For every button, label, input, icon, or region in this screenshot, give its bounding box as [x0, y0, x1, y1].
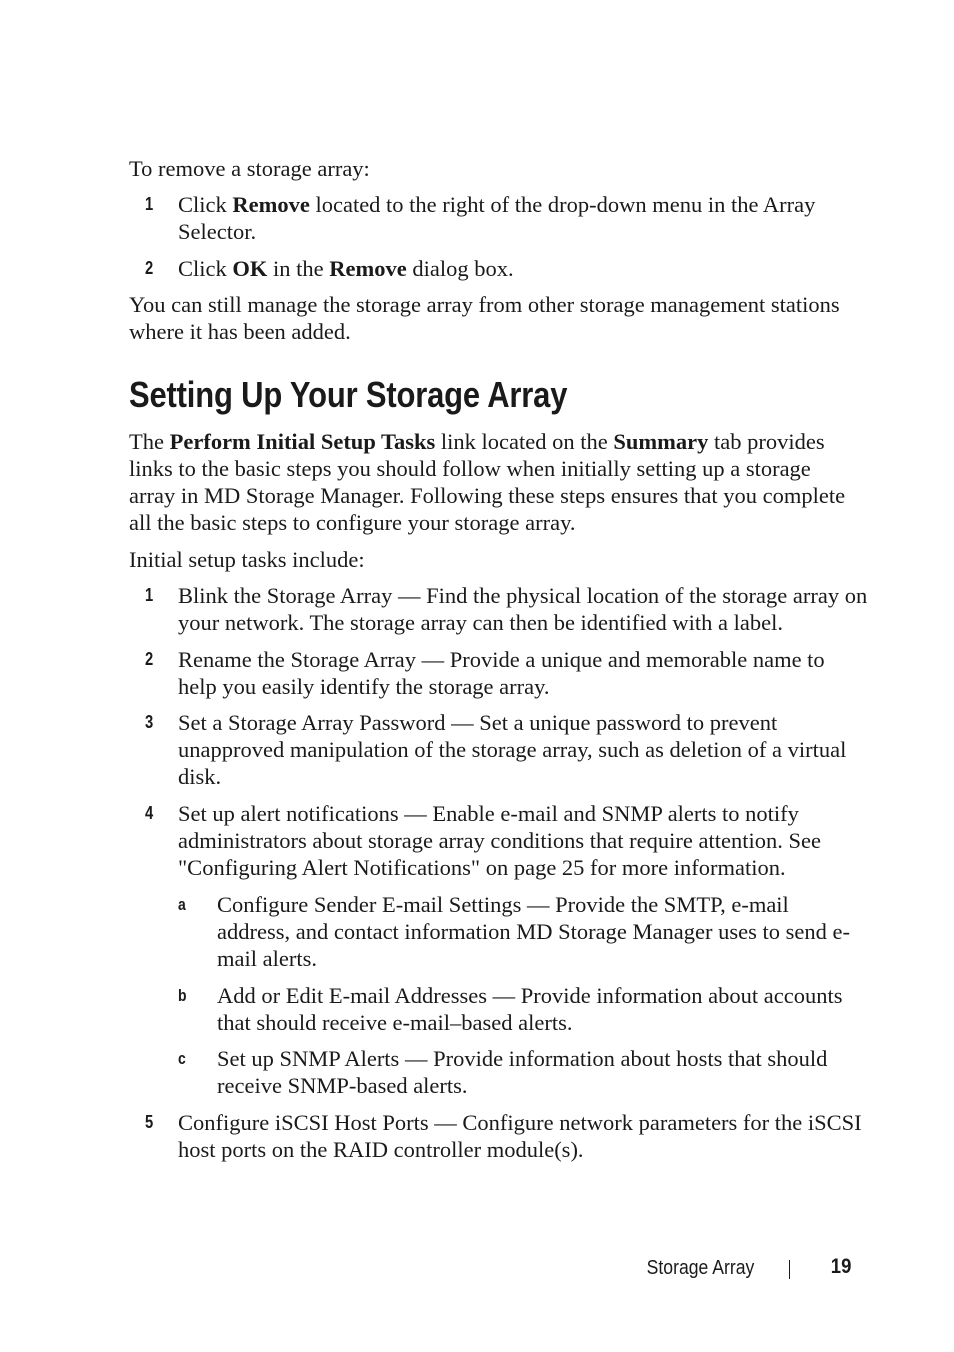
remove-keyword: Remove: [232, 192, 310, 217]
perform-setup-keyword: Perform Initial Setup Tasks: [169, 429, 436, 454]
subtask-letter: b: [178, 986, 187, 1005]
task-number: 3: [145, 712, 154, 732]
task-item-2: Rename the Storage Array — Provide a unique and memorable name to help you easily identify the storage array.: [178, 647, 825, 699]
task-item-4: Set up alert notifications — Enable e-mail and SNMP alerts to notify administrators about storage array conditions that require attention. See "Configuring Alert Notifications" on page 25 for more information.: [178, 801, 821, 880]
subtask-item-b: Add or Edit E-mail Addresses — Provide information about accounts that should receive e-mail–based alerts.: [217, 983, 843, 1035]
subtask-item-a: Configure Sender E-mail Settings — Provide the SMTP, e-mail address, and contact information MD Storage Manager uses to send e-mail alerts.: [217, 892, 850, 971]
task-item-3: Set a Storage Array Password — Set a unique password to prevent unapproved manipulation of the storage array, such as deletion of a virtual disk.: [178, 710, 847, 789]
tasks-intro: Initial setup tasks include:: [129, 547, 365, 572]
task-number: 5: [145, 1112, 154, 1132]
ok-keyword: OK: [232, 256, 268, 281]
footer-section-name: Storage Array: [646, 1257, 754, 1279]
remove-dialog-keyword: Remove: [329, 256, 407, 281]
remove-step-number: 1: [145, 194, 154, 214]
task-item-5: Configure iSCSI Host Ports — Configure network parameters for the iSCSI host ports on the RAID controller module(s).: [178, 1110, 862, 1162]
task-number: 4: [145, 803, 154, 823]
subtask-item-c: Set up SNMP Alerts — Provide information about hosts that should receive SNMP-based alerts.: [217, 1046, 828, 1098]
remove-step-number: 2: [145, 258, 154, 278]
remove-step-1: Click Remove located to the right of the drop-down menu in the Array Selector.: [178, 192, 816, 244]
task-number: 1: [145, 585, 154, 605]
setup-paragraph: The Perform Initial Setup Tasks link located on the Summary tab provides links to the basic steps you should follow when initially setting up a storage array in MD Storage Manager. Following these steps ensures that you complete all the basic steps to configure your storage array.: [129, 429, 846, 535]
section-title: Setting Up Your Storage Array: [129, 374, 568, 415]
footer-divider: [789, 1260, 790, 1279]
footer-page-number: 19: [830, 1255, 851, 1278]
remove-step-2: Click OK in the Remove dialog box.: [178, 256, 514, 281]
subtask-letter: a: [178, 895, 186, 914]
task-number: 2: [145, 649, 154, 669]
subtask-letter: c: [178, 1049, 186, 1068]
intro-text: To remove a storage array:: [129, 156, 370, 181]
task-item-1: Blink the Storage Array — Find the physical location of the storage array on your network. The storage array can then be identified with a label.: [178, 583, 868, 635]
manage-note: You can still manage the storage array from other storage management stations where it has been added.: [129, 292, 840, 344]
summary-keyword: Summary: [613, 429, 709, 454]
